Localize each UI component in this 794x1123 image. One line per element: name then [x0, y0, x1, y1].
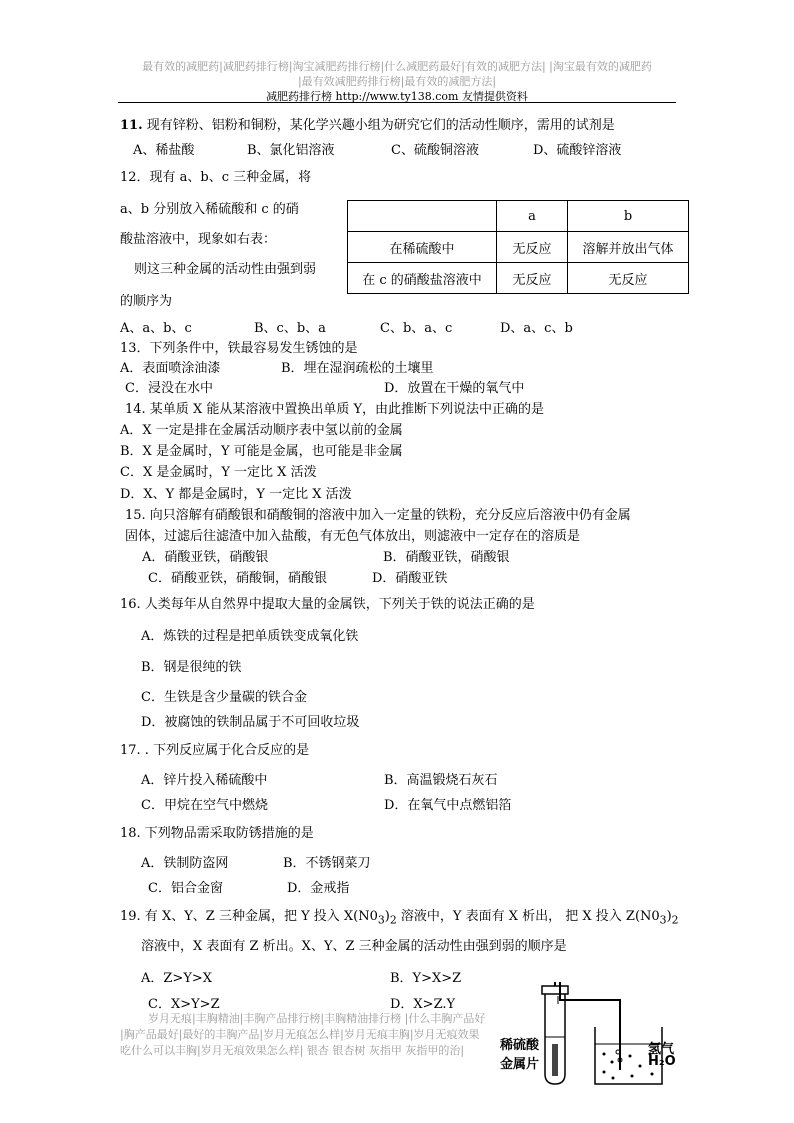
- label-hydrogen: 氢气: [648, 1042, 675, 1057]
- header-source-line: 减肥药排行榜 http://www.ty138.com 友情提供资料: [266, 90, 528, 103]
- q12-option-a: A、a、b、c: [120, 321, 192, 336]
- q18-option-a: A．铁制防盗网: [141, 856, 229, 871]
- q17-option-a: A．锌片投入稀硫酸中: [141, 773, 268, 788]
- q13-stem: 13．下列条件中，铁最容易发生锈蚀的是: [120, 341, 358, 356]
- q13-option-b: B．埋在湿润疏松的土壤里: [281, 361, 434, 376]
- q12-line-2: a、b 分别放入稀硫酸和 c 的硝: [120, 202, 299, 217]
- table-row: [348, 201, 689, 232]
- q12-option-d: D、a、c、b: [500, 321, 573, 336]
- header-divider: [118, 102, 676, 103]
- q11-option-c: C、硫酸铜溶液: [391, 143, 479, 158]
- q15-option-c: C．硝酸亚铁，硝酸铜，硝酸银: [148, 571, 327, 586]
- q12-option-b: B、c、b、a: [254, 321, 326, 336]
- table-cell: 无反应: [568, 263, 689, 294]
- q17-option-d: D．在氧气中点燃铝箔: [384, 798, 512, 813]
- table-cell: b: [568, 201, 689, 232]
- q12-line-3: 酸盐溶液中，现象如右表：: [120, 232, 277, 247]
- q12-line-5: 的顺序为: [120, 294, 173, 309]
- table-cell: 溶解并放出气体: [568, 232, 689, 263]
- table-cell: [348, 201, 497, 232]
- footer-link-line-2[interactable]: |胸产品最好|最好的丰胸产品|岁月无痕怎么样|岁月无痕丰胸|岁月无痕效果: [120, 1028, 480, 1041]
- q16-stem: 16. 人类每年从自然界中提取大量的金属铁，下列关于铁的说法正确的是: [120, 597, 535, 612]
- q15-line-2: 固体，过滤后往滤渣中加入盐酸，有无色气体放出，则滤液中一定存在的溶质是: [125, 529, 581, 544]
- table-cell: 在稀硫酸中: [348, 232, 497, 263]
- q11-option-b: B、氯化铝溶液: [247, 143, 335, 158]
- q14-option-c: C．X 是金属时，Y 一定比 X 活泼: [120, 465, 317, 480]
- table-row: [348, 263, 689, 294]
- q17-stem: 17. . 下列反应属于化合反应的是: [120, 743, 310, 758]
- q17-option-c: C．甲烷在空气中燃烧: [141, 798, 268, 813]
- q15-option-b: B．硝酸亚铁，硝酸银: [383, 550, 510, 565]
- q12-line-1: 12．现有 a、b、c 三种金属，将: [120, 170, 312, 185]
- q18-option-c: C．铝合金窗: [148, 881, 223, 896]
- q19-option-b: B．Y>X>Z: [390, 971, 462, 986]
- q17-option-b: B．高温锻烧石灰石: [384, 773, 498, 788]
- q15-option-a: A．硝酸亚铁，硝酸银: [142, 550, 269, 565]
- header-link-line-1[interactable]: 最有效的减肥药|减肥药排行榜|淘宝减肥药排行榜|什么减肥药最好|有效的减肥方法| |淘宝最有效的减肥药: [142, 60, 652, 73]
- table-cell: 无反应: [497, 263, 568, 294]
- q14-option-d: D．X、Y 都是金属时，Y 一定比 X 活泼: [120, 487, 352, 502]
- q11-option-a: A、稀盐酸: [133, 143, 195, 158]
- q19-line-1: 19. 有 X、Y、Z 三种金属，把 Y 投入 $X(N0_3)_2$ 溶液中，Y 表面有 X 析出， 把 X 投入 $Z(N0_3)_2$: [120, 909, 679, 927]
- q18-option-b: B．不锈钢菜刀: [283, 856, 371, 871]
- table-cell: a: [497, 201, 568, 232]
- q16-option-c: C．生铁是含少量碳的铁合金: [141, 690, 307, 705]
- q16-option-a: A．炼铁的过程是把单质铁变成氧化铁: [141, 629, 359, 644]
- q19-line-2: 溶液中，X 表面有 Z 析出。X、Y、Z 三种金属的活动性由强到弱的顺序是: [141, 939, 567, 954]
- label-dilute-sulfuric-acid: 稀硫酸: [500, 1038, 540, 1053]
- table-cell: 无反应: [497, 232, 568, 263]
- q12-option-c: C、b、a、c: [380, 321, 453, 336]
- q13-option-c: C．浸没在水中: [125, 381, 213, 396]
- q14-option-b: B．X 是金属时，Y 可能是金属，也可能是非金属: [120, 444, 403, 459]
- q19-option-d: D．X>Z.Y: [390, 997, 456, 1012]
- q12-table: [347, 200, 689, 294]
- label-metal-sheet: 金属片: [500, 1057, 540, 1072]
- q16-option-b: B．钢是很纯的铁: [141, 660, 242, 675]
- q11-option-d: D、硫酸锌溶液: [533, 143, 622, 158]
- q14-option-a: A．X 一定是排在金属活动顺序表中氢以前的金属: [120, 423, 403, 438]
- q11-stem: 11. 现有锌粉、铝粉和铜粉，某化学兴趣小组为研究它们的活动性顺序，需用的试剂是: [120, 118, 615, 133]
- q15-line-1: 15. 向只溶解有硝酸银和硝酸铜的溶液中加入一定量的铁粉，充分反应后溶液中仍有金属: [125, 508, 631, 523]
- header-link-line-2[interactable]: |最有效减肥药排行榜|最有效的减肥方法|: [297, 75, 497, 88]
- q16-option-d: D．被腐蚀的铁制品属于不可回收垃圾: [141, 715, 360, 730]
- q13-option-d: D．放置在干燥的氧气中: [384, 381, 525, 396]
- q14-stem: 14. 某单质 X 能从某溶液中置换出单质 Y，由此推断下列说法中正确的是: [125, 402, 545, 417]
- q18-stem: 18. 下列物品需采取防锈措施的是: [120, 826, 314, 841]
- q13-option-a: A．表面喷涂油漆: [120, 361, 221, 376]
- q12-line-4: 则这三种金属的活动性由强到弱: [134, 262, 317, 277]
- q15-option-d: D．硝酸亚铁: [372, 571, 448, 586]
- label-water: H₂O: [648, 1054, 676, 1069]
- q18-option-d: D．金戒指: [287, 881, 350, 896]
- table-row: [348, 232, 689, 263]
- q19-option-c: C．X>Y>Z: [148, 997, 220, 1012]
- q19-option-a: A．Z>Y>X: [141, 971, 213, 986]
- table-cell: 在 c 的硝酸盐溶液中: [348, 263, 497, 294]
- footer-link-line-3[interactable]: 吃什么可以丰胸|岁月无痕效果怎么样| 银杏 银杏树 灰指甲 灰指甲的治|: [120, 1044, 465, 1057]
- footer-link-line-1[interactable]: 岁月无痕|丰胸精油|丰胸产品排行榜|丰胸精油排行榜 |什么丰胸产品好: [148, 1012, 486, 1025]
